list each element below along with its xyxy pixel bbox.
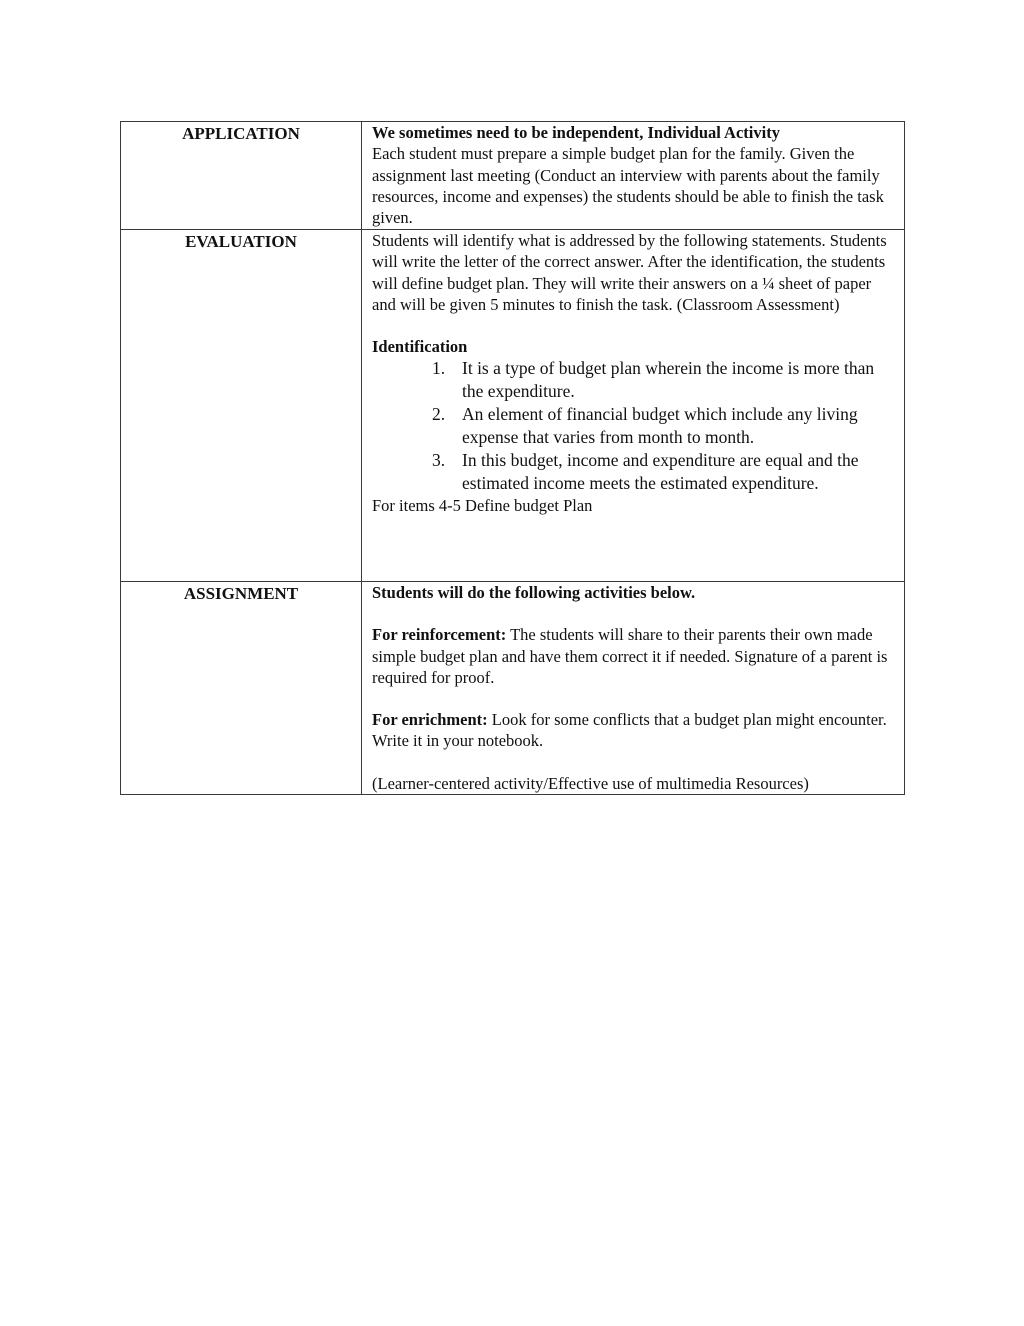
list-item-text: It is a type of budget plan wherein the income is more than the expenditure. (462, 358, 875, 402)
reinforcement-label: For reinforcement: (372, 625, 507, 645)
assignment-row (121, 582, 905, 795)
application-body: Each student must prepare a simple budget plan for the family. Given the assignment last meeting (Conduct an interview with parents about the family resources, income and expenses) the students should be able to finish the task given. (372, 144, 884, 228)
lesson-plan-table (120, 121, 905, 795)
list-item (432, 403, 896, 449)
identification-heading: Identification (372, 337, 468, 357)
evaluation-content (362, 230, 905, 582)
evaluation-intro: Students will identify what is addressed by the following statements. Students will write the letter of the correct answer. After the identification, the students will define budget plan. They will write their answers on a ¼ sheet of paper and will be given 5 minutes to finish the task. (Classroom Assessment) (372, 231, 887, 314)
application-row (121, 122, 905, 230)
evaluation-label: EVALUATION (121, 230, 362, 582)
application-content (362, 122, 905, 230)
evaluation-row (121, 230, 905, 582)
list-item-number: 1. (432, 358, 446, 379)
enrichment-text: Look for some conflicts that a budget plan might encounter. Write it in your notebook. (372, 710, 887, 751)
list-item (432, 449, 896, 495)
application-title: We sometimes need to be independent, Individual Activity (372, 123, 780, 142)
application-label: APPLICATION (121, 122, 362, 230)
list-item-number: 2. (432, 404, 446, 425)
reinforcement-paragraph (372, 624, 896, 688)
evaluation-footer: For items 4-5 Define budget Plan (372, 496, 593, 516)
assignment-heading: Students will do the following activities below. (372, 583, 696, 602)
list-item-number: 3. (432, 450, 446, 471)
assignment-content (362, 582, 905, 795)
enrichment-label: For enrichment: (372, 710, 488, 730)
assignment-label: ASSIGNMENT (121, 582, 362, 795)
identification-list (372, 357, 896, 495)
assignment-note: (Learner-centered activity/Effective use of multimedia Resources) (372, 773, 809, 793)
list-item-text: In this budget, income and expenditure are equal and the estimated income meets the estimated expenditure. (462, 450, 859, 494)
enrichment-paragraph (372, 709, 896, 752)
list-item-text: An element of financial budget which include any living expense that varies from month to month. (462, 404, 858, 448)
reinforcement-text: The students will share to their parents their own made simple budget plan and have them correct it if needed. Signature of a parent is required for proof. (372, 625, 888, 687)
list-item (432, 357, 896, 403)
